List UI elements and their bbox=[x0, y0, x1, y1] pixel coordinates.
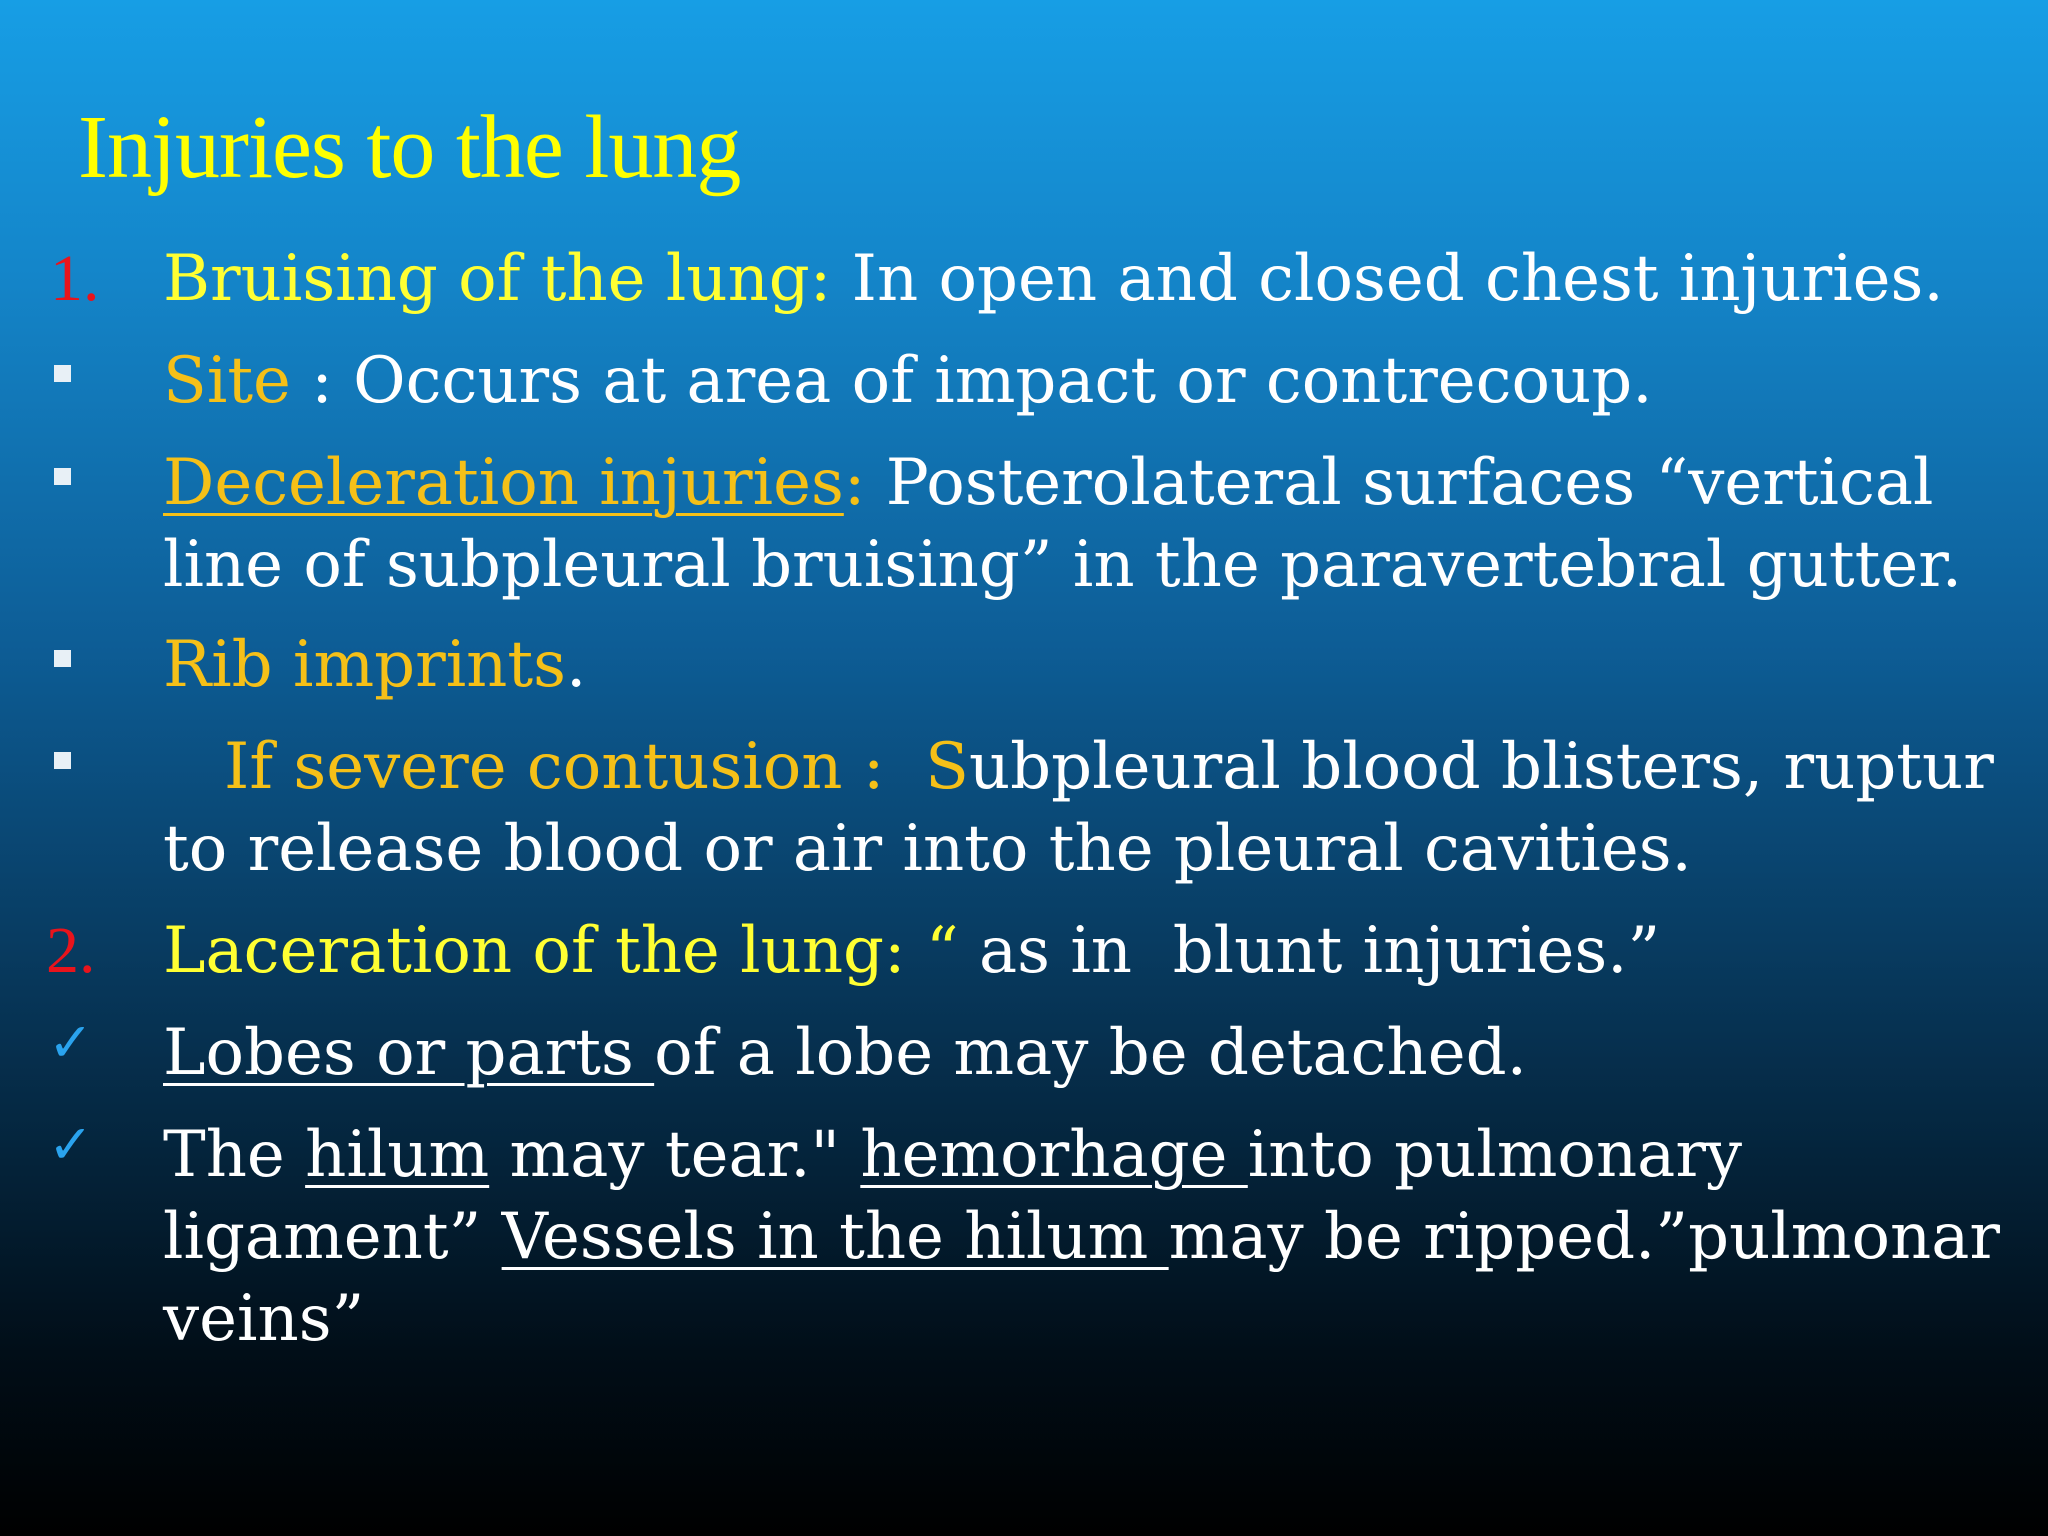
checkmark-icon: ✓ bbox=[48, 1011, 94, 1074]
item-severe-contusion-cont bbox=[163, 808, 1692, 890]
deceleration-text-1: Posterolateral surfaces “vertical bbox=[865, 446, 1934, 520]
hilum-text-1: The bbox=[163, 1118, 306, 1192]
item-deceleration-cont bbox=[163, 524, 1962, 606]
item-severe-contusion bbox=[163, 726, 1994, 808]
square-bullet-icon bbox=[54, 650, 71, 667]
hilum-text-6: veins” bbox=[163, 1282, 365, 1356]
square-bullet-icon bbox=[54, 468, 71, 485]
deceleration-colon: : bbox=[843, 446, 866, 520]
number-marker-1: 1. bbox=[50, 242, 100, 315]
item-deceleration bbox=[163, 442, 1933, 524]
bruising-heading: Bruising of the lung: bbox=[163, 242, 832, 316]
deceleration-text-2: line of subpleural bruising” in the paravertebral gutter. bbox=[163, 528, 1963, 602]
hilum-text-3: into pulmonary bbox=[1247, 1118, 1743, 1192]
hilum-underlined: hilum bbox=[305, 1118, 490, 1192]
vessels-underlined: Vessels in the hilum bbox=[501, 1200, 1169, 1274]
item-hilum bbox=[163, 1114, 1742, 1196]
site-text: : Occurs at area of impact or contrecoup. bbox=[290, 344, 1653, 418]
hemorhage-underlined: hemorhage bbox=[860, 1118, 1248, 1192]
checkmark-icon: ✓ bbox=[48, 1113, 94, 1176]
laceration-text: as in blunt injuries.” bbox=[958, 914, 1661, 988]
hilum-text-5: may be ripped.”pulmonar bbox=[1168, 1200, 2000, 1274]
item-laceration bbox=[163, 910, 1660, 992]
severe-heading: If severe contusion : S bbox=[163, 730, 969, 804]
item-rib-imprints bbox=[163, 624, 586, 706]
hilum-text-2: may tear." bbox=[489, 1118, 861, 1192]
square-bullet-icon bbox=[54, 365, 71, 382]
lobes-text: of a lobe may be detached. bbox=[654, 1016, 1527, 1090]
square-bullet-icon bbox=[54, 752, 71, 769]
item-hilum-cont bbox=[163, 1196, 2000, 1278]
lobes-underlined: Lobes or parts bbox=[163, 1016, 655, 1090]
number-marker-2: 2. bbox=[46, 914, 96, 987]
deceleration-heading: Deceleration injuries bbox=[163, 446, 844, 520]
slide-title: Injuries to the lung bbox=[78, 98, 741, 197]
severe-text-2: to release blood or air into the pleural cavities. bbox=[163, 812, 1692, 886]
hilum-text-4: ligament” bbox=[163, 1200, 502, 1274]
severe-text-1: ubpleural blood blisters, ruptur bbox=[968, 730, 1994, 804]
laceration-heading: Laceration of the lung: “ bbox=[163, 914, 959, 988]
item-lobes bbox=[163, 1012, 1527, 1094]
bruising-text: In open and closed chest injuries. bbox=[831, 242, 1944, 316]
item-bruising bbox=[163, 238, 1944, 320]
item-site bbox=[163, 340, 1653, 422]
site-heading: Site bbox=[163, 344, 291, 418]
item-hilum-cont-2 bbox=[163, 1278, 364, 1360]
rib-text: . bbox=[565, 628, 587, 702]
rib-heading: Rib imprints bbox=[163, 628, 566, 702]
